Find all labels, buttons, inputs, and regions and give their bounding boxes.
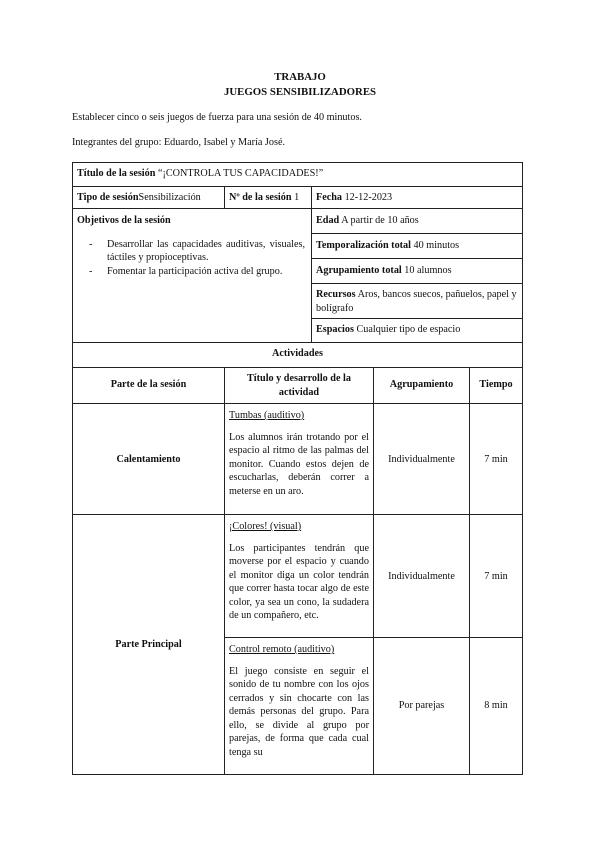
resources-cell (316, 288, 518, 315)
timing-label: Temporalización total (316, 240, 411, 251)
activity-card (229, 520, 369, 623)
activity-time: 7 min (484, 571, 508, 582)
spaces-value: Cualquier tipo de espacio (356, 324, 461, 335)
session-title-label: Título de la sesión (77, 168, 156, 179)
resources-value: Aros, bancos suecos, pañuelos, papel y bolígrafo (316, 289, 517, 314)
activity-description: El juego consiste en seguir el sonido de tu nombre con los ojos cerrados y sin chocarte con las demás personas del grupo. Para ello, se divide al grupo por parejas, de forma que cada cual tenga su (229, 665, 369, 758)
activity-card (229, 409, 369, 498)
activity-grouping: Individualmente (388, 571, 455, 582)
age-value: A partir de 10 años (341, 215, 419, 226)
spaces-label: Espacios (316, 324, 354, 335)
doc-subtitle: JUEGOS SENSIBILIZADORES (223, 86, 377, 98)
activity-title: ¡Colores! (visual) (229, 521, 302, 532)
age-cell (316, 214, 518, 228)
session-number-value: 1 (294, 192, 300, 203)
session-type-cell (77, 191, 222, 205)
spaces-cell (316, 323, 518, 337)
activity-time: 8 min (484, 700, 508, 711)
objective-item: - Fomentar la participación activa del grupo. (77, 265, 305, 279)
grouping-label: Agrupamiento total (316, 265, 402, 276)
objectives-cell (77, 214, 305, 278)
part-warmup: Calentamiento (116, 454, 181, 465)
activity-title: Control remoto (auditivo) (229, 644, 335, 655)
session-number-label: Nº de la sesión (229, 192, 292, 203)
column-header-grouping: Agrupamiento (389, 379, 454, 390)
activity-card (229, 643, 369, 759)
doc-title: TRABAJO (274, 71, 326, 83)
activity-description: Los alumnos irán trotando por el espacio al ritmo de las palmas del monitor. Cuando estos dejen de escucharlas, deberán correr a meterse en un aro. (229, 431, 369, 497)
part-main: Parte Principal (115, 639, 182, 650)
column-header-part: Parte de la sesión (110, 379, 187, 390)
activity-grouping: Individualmente (388, 454, 455, 465)
session-title-cell (77, 167, 517, 181)
objectives-list (77, 238, 305, 279)
activity-grouping: Por parejas (398, 700, 445, 711)
members-text: Integrantes del grupo: Eduardo, Isabel y María José. (72, 137, 286, 148)
session-date-label: Fecha (316, 192, 343, 203)
session-date-value: 12-12-2023 (344, 192, 393, 203)
timing-cell (316, 239, 518, 253)
grouping-cell (316, 264, 518, 278)
session-date-cell (316, 191, 516, 205)
session-type-label: Tipo de sesión (77, 192, 139, 203)
intro-text: Establecer cinco o seis juegos de fuerza para una sesión de 40 minutos. (72, 112, 362, 123)
activity-time: 7 min (484, 454, 508, 465)
session-type-value: Sensibilización (138, 192, 201, 203)
grouping-value: 10 alumnos (404, 265, 452, 276)
column-header-activity: Título y desarrollo de la actividad (247, 373, 351, 398)
objectives-label: Objetivos de la sesión (77, 215, 171, 226)
session-number-cell (229, 191, 309, 205)
session-title-value: “¡CONTROLA TUS CAPACIDADES!” (157, 168, 324, 179)
column-header-time: Tiempo (479, 379, 513, 390)
timing-value: 40 minutos (413, 240, 460, 251)
activity-title: Tumbas (auditivo) (229, 410, 305, 421)
age-label: Edad (316, 215, 340, 226)
objective-item: - Desarrollar las capacidades auditivas, visuales, táctiles y propioceptivas. (77, 238, 305, 265)
activities-header: Actividades (272, 348, 323, 359)
resources-label: Recursos (316, 289, 356, 300)
activity-description: Los participantes tendrán que moverse por el espacio y cuando el monitor diga un color tendrán que correr hasta tocar algo de este color, ya sea un cono, la sudadera de un compañero, etc. (229, 542, 369, 621)
